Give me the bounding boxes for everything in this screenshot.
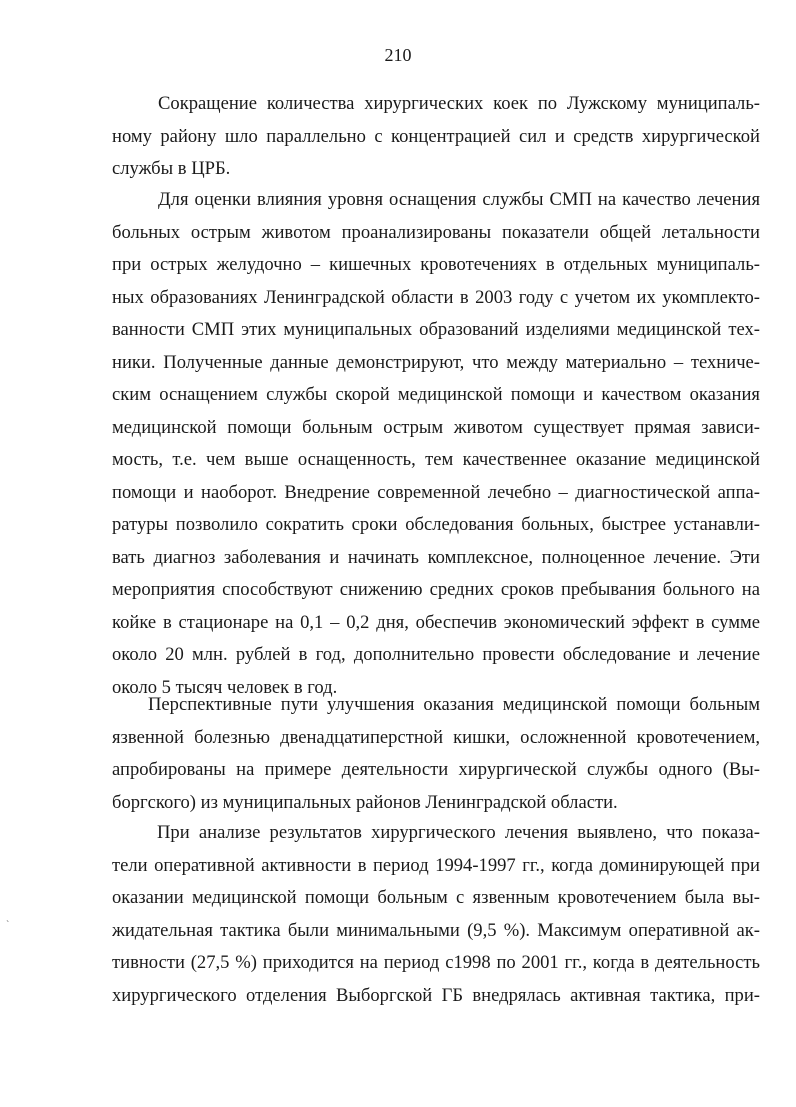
text-line: хирургического отделения Выборгской ГБ внедрялась активная тактика, при- <box>112 984 760 1006</box>
text-line: При анализе результатов хирургического лечения выявлено, что показа- <box>157 822 760 843</box>
text-line: Перспективные пути улучшения оказания медицинской помощи больным <box>148 694 760 715</box>
margin-mark: ` <box>6 920 10 931</box>
paragraph-2 <box>112 184 760 704</box>
text-line: ским оснащением службы скорой медицинской помощи и качеством оказания <box>112 384 760 405</box>
text-line: больных острым животом проанализированы показатели общей летальности <box>112 221 760 243</box>
text-line: службы в ЦРБ. <box>112 158 231 179</box>
text-line: боргского) из муниципальных районов Ленинградской области. <box>112 791 618 813</box>
text-line: ному району шло параллельно с концентрацией сил и средств хирургической <box>112 125 760 147</box>
text-line: ванности СМП этих муниципальных образований изделиями медицинской тех- <box>112 319 760 340</box>
text-line: язвенной болезнью двенадцатиперстной кишки, осложненной кровотечением, <box>112 726 760 748</box>
text-line: ных образованиях Ленинградской области в 2003 году с учетом их укомплекто- <box>112 286 760 308</box>
text-line: около 5 тысяч человек в год. <box>112 676 338 698</box>
text-line: Сокращение количества хирургических коек по Лужскому муниципаль- <box>158 93 760 114</box>
text-line: жидательная тактика были минимальными (9,5 %). Максимум оперативной ак- <box>112 919 760 941</box>
text-line: ратуры позволило сократить сроки обследования больных, быстрее устанавли- <box>112 514 760 535</box>
text-line: апробированы на примере деятельности хирургической службы одного (Вы- <box>112 759 760 780</box>
text-line: тели оперативной активности в период 1994-1997 гг., когда доминирующей при <box>112 854 760 876</box>
paragraph-1 <box>112 88 760 186</box>
text-line: койке в стационаре на 0,1 – 0,2 дня, обеспечив экономический эффект в сумме <box>112 611 760 633</box>
text-line: при острых желудочно – кишечных кровотечениях в отдельных муниципаль- <box>112 254 760 275</box>
text-line: помощи и наоборот. Внедрение современной лечебно – диагностической аппа- <box>112 481 760 503</box>
text-line: мероприятия способствуют снижению средних сроков пребывания больного на <box>112 579 760 600</box>
text-line: вать диагноз заболевания и начинать комплексное, полноценное лечение. Эти <box>112 546 760 568</box>
text-line: около 20 млн. рублей в год, дополнительно провести обследование и лечение <box>112 644 760 665</box>
text-line: мость, т.е. чем выше оснащенность, тем качественнее оказание медицинской <box>112 449 760 470</box>
text-line: ники. Полученные данные демонстрируют, что между материально – техниче- <box>112 351 760 373</box>
text-line: оказании медицинской помощи больным с язвенным кровотечением была вы- <box>112 887 760 908</box>
text-line: Для оценки влияния уровня оснащения службы СМП на качество лечения <box>158 189 760 210</box>
page-number: 210 <box>384 45 412 65</box>
text-line: медицинской помощи больным острым животом существует прямая зависи- <box>112 416 760 438</box>
paragraph-3 <box>112 689 760 819</box>
paragraph-4 <box>112 817 760 1012</box>
text-line: тивности (27,5 %) приходится на период с1998 по 2001 гг., когда в деятельность <box>112 952 760 973</box>
